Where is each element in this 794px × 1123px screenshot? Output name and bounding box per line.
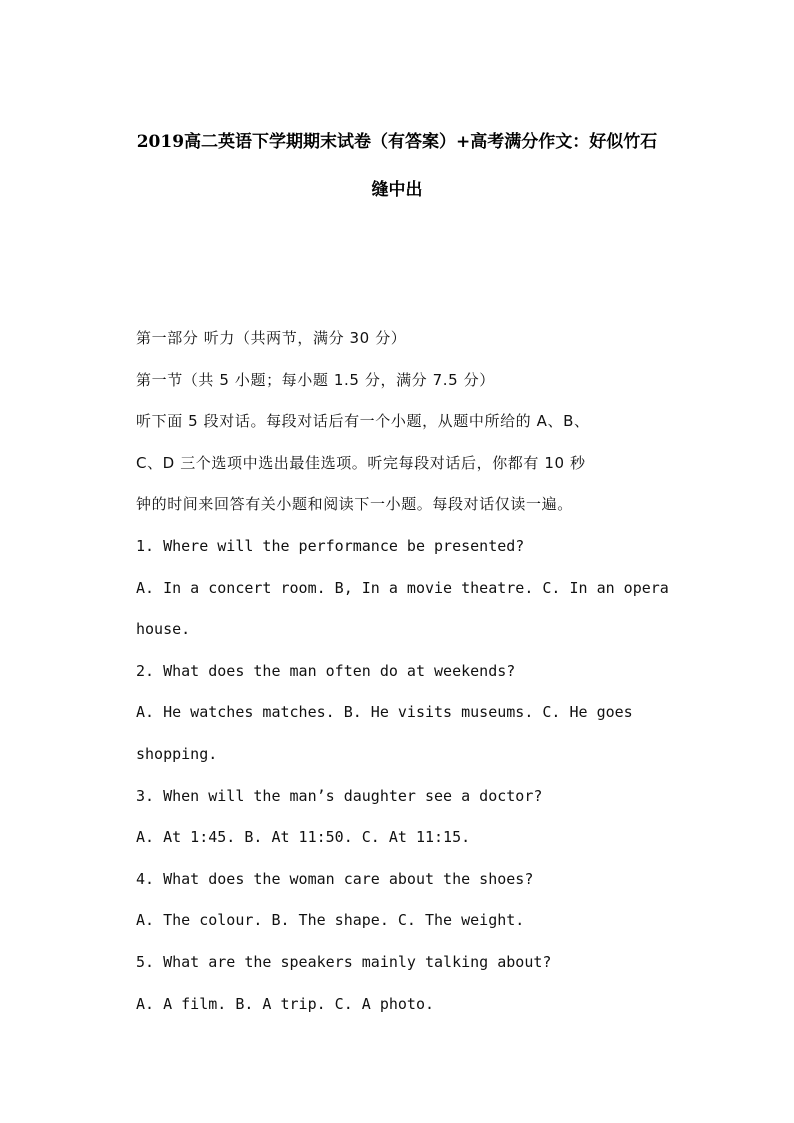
question-stem: 5. What are the speakers mainly talking about?: [136, 953, 552, 971]
instruction-line: 听下面 5 段对话。每段对话后有一个小题，从题中所给的 A、B、: [136, 412, 590, 430]
question-options: A. He watches matches. B. He visits museums. C. He goes: [136, 703, 633, 721]
question-options-continued: shopping.: [136, 745, 218, 763]
part-heading: 第一部分 听力（共两节，满分 30 分）: [136, 329, 407, 347]
document-title: [0, 118, 794, 214]
title-line-2: 缝中出: [371, 180, 423, 200]
question-options: A. At 1:45. B. At 11:50. C. At 11:15.: [136, 828, 471, 846]
question-stem: 1. Where will the performance be presented?: [136, 537, 525, 555]
subsection-heading: 第一节（共 5 小题；每小题 1.5 分，满分 7.5 分）: [136, 371, 495, 389]
question-stem: 4. What does the woman care about the shoes?: [136, 870, 534, 888]
instruction-line: C、D 三个选项中选出最佳选项。听完每段对话后，你都有 10 秒: [136, 454, 586, 472]
question-options-continued: house.: [136, 620, 191, 638]
question-stem: 3. When will the man’s daughter see a doctor?: [136, 787, 543, 805]
instruction-line: 钟的时间来回答有关小题和阅读下一小题。每段对话仅读一遍。: [136, 495, 573, 513]
question-options: A. A film. B. A trip. C. A photo.: [136, 995, 435, 1013]
question-options: A. In a concert room. B, In a movie theatre. C. In an opera: [136, 579, 669, 597]
question-options: A. The colour. B. The shape. C. The weight.: [136, 911, 525, 929]
question-stem: 2. What does the man often do at weekends?: [136, 662, 516, 680]
title-line-1: 2019高二英语下学期期末试卷（有答案）+高考满分作文：好似竹石: [136, 132, 658, 152]
